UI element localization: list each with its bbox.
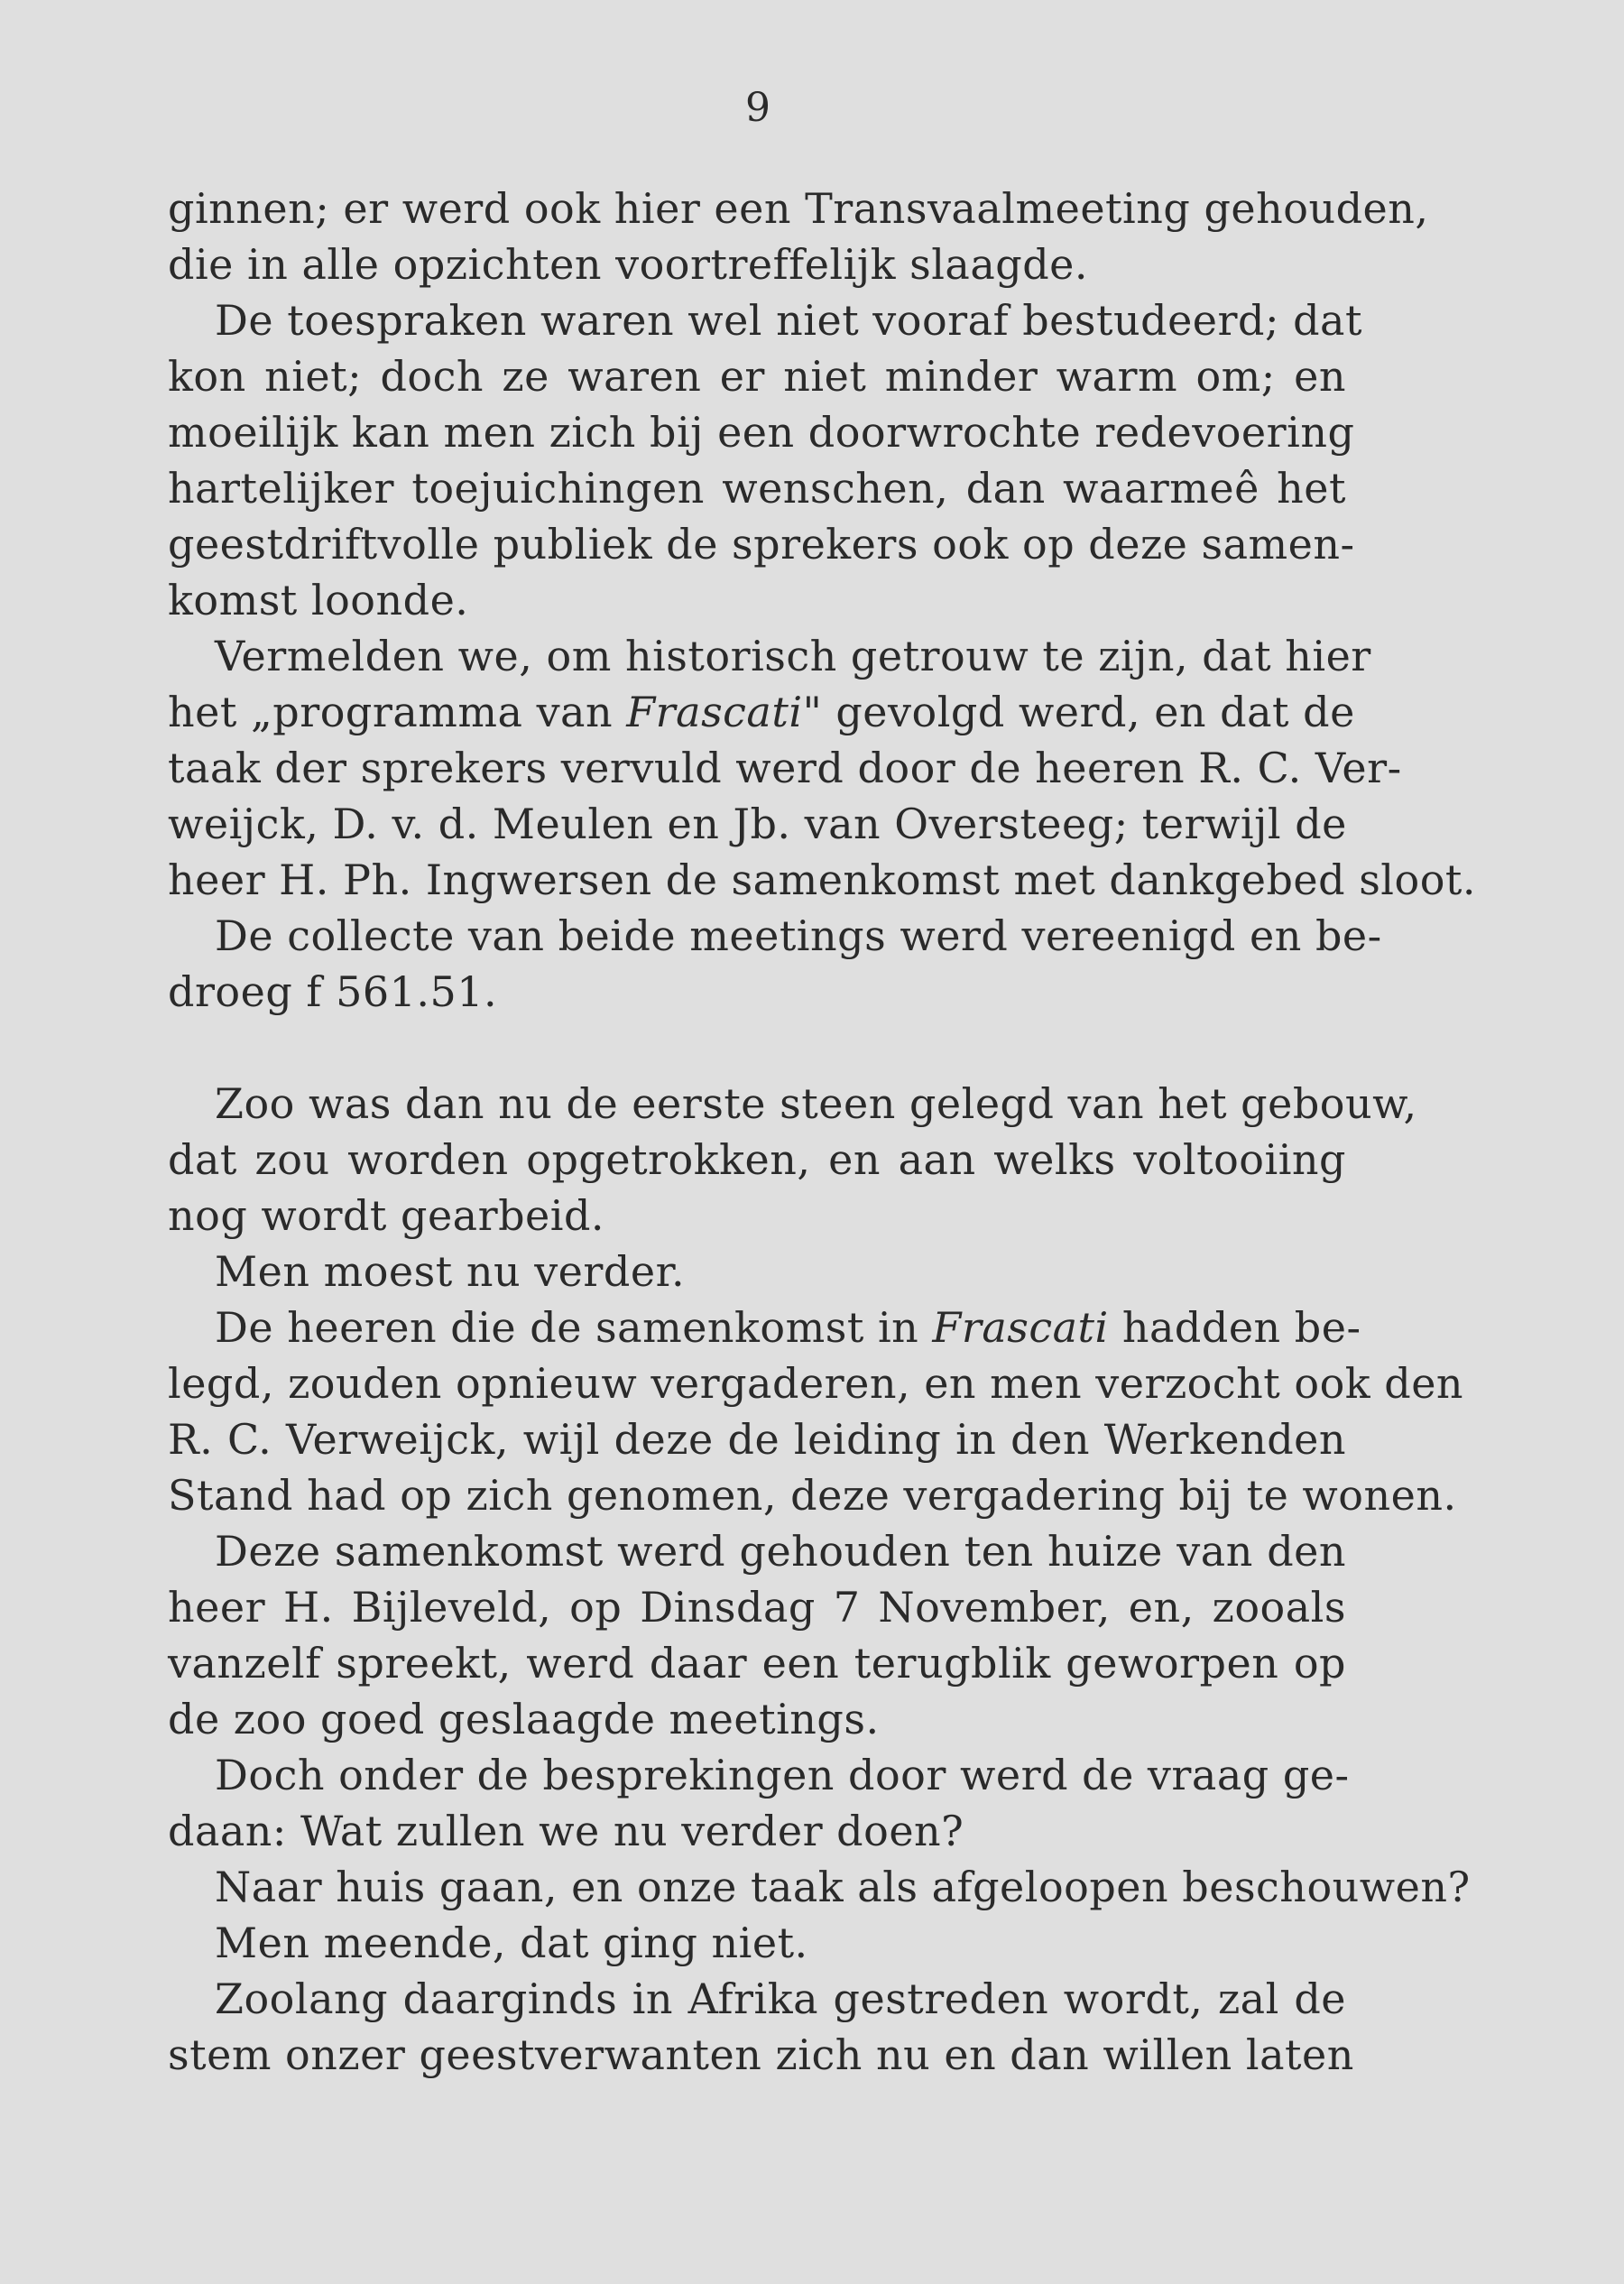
text-line: Vermelden we, om historisch getrouw te zijn, dat hier [215, 632, 1371, 680]
text-line: ginnen; er werd ook hier een Transvaalmeeting gehouden, [168, 184, 1429, 233]
text-line: Zoo was dan nu de eerste steen gelegd van het gebouw, [215, 1079, 1417, 1128]
text-line: Men moest nu verder. [215, 1247, 686, 1296]
text-line: Doch onder de besprekingen door werd de vraag ge- [215, 1751, 1350, 1799]
page-number: 9 [745, 85, 770, 131]
paragraph-gap [168, 1020, 1346, 1076]
text-line: kon niet; doch ze waren er niet minder warm om; en [168, 352, 1346, 401]
text-line: De heeren die de samenkomst in Frascati hadden be- [215, 1303, 1361, 1352]
text-line: hartelijker toejuichingen wenschen, dan waarmeê het [168, 464, 1346, 513]
text-line: droeg f 561.51. [168, 967, 498, 1016]
text-line: de zoo goed geslaagde meetings. [168, 1695, 880, 1743]
text-line: vanzelf spreekt, werd daar een terugblik geworpen op [168, 1639, 1346, 1688]
text-line: De collecte van beide meetings werd vereenigd en be- [215, 911, 1382, 960]
body-text [168, 180, 1477, 2083]
text-line: stem onzer geestverwanten zich nu en dan willen laten [168, 2030, 1354, 2079]
text-line: Naar huis gaan, en onze taak als afgeloopen beschouwen? [215, 1863, 1471, 1911]
text-line: heer H. Bijleveld, op Dinsdag 7 November, en, zooals [168, 1583, 1346, 1632]
text-line: dat zou worden opgetrokken, en aan welks voltooiing [168, 1135, 1346, 1184]
text-line: legd, zouden opnieuw vergaderen, en men verzocht ook den [168, 1359, 1464, 1408]
text-line: heer H. Ph. Ingwersen de samenkomst met dankgebed sloot. [168, 855, 1477, 904]
text-line: daan: Wat zullen we nu verder doen? [168, 1807, 964, 1855]
text-line: komst loonde. [168, 576, 469, 624]
text-line: Zoolang daarginds in Afrika gestreden wordt, zal de [215, 1974, 1346, 2023]
text-line: taak der sprekers vervuld werd door de heeren R. C. Ver- [168, 744, 1402, 792]
text-line: nog wordt gearbeid. [168, 1191, 605, 1240]
text-line: weijck, D. v. d. Meulen en Jb. van Oversteeg; terwijl de [168, 800, 1347, 848]
text-line: Stand had op zich genomen, deze vergadering bij te wonen. [168, 1471, 1457, 1520]
text-line: Men meende, dat ging niet. [215, 1919, 808, 1967]
text-line: Deze samenkomst werd gehouden ten huize van den [215, 1527, 1346, 1576]
text-line: die in alle opzichten voortreffelijk slaagde. [168, 240, 1089, 289]
text-line: R. C. Verweijck, wijl deze de leiding in den Werkenden [168, 1415, 1346, 1464]
text-line: het „programma van Frascati" gevolgd werd, en dat de [168, 688, 1355, 736]
text-line: moeilijk kan men zich bij een doorwrochte redevoering [168, 408, 1355, 457]
text-line: geestdriftvolle publiek de sprekers ook op deze samen- [168, 520, 1355, 569]
text-line: De toespraken waren wel niet vooraf bestudeerd; dat [215, 296, 1362, 345]
